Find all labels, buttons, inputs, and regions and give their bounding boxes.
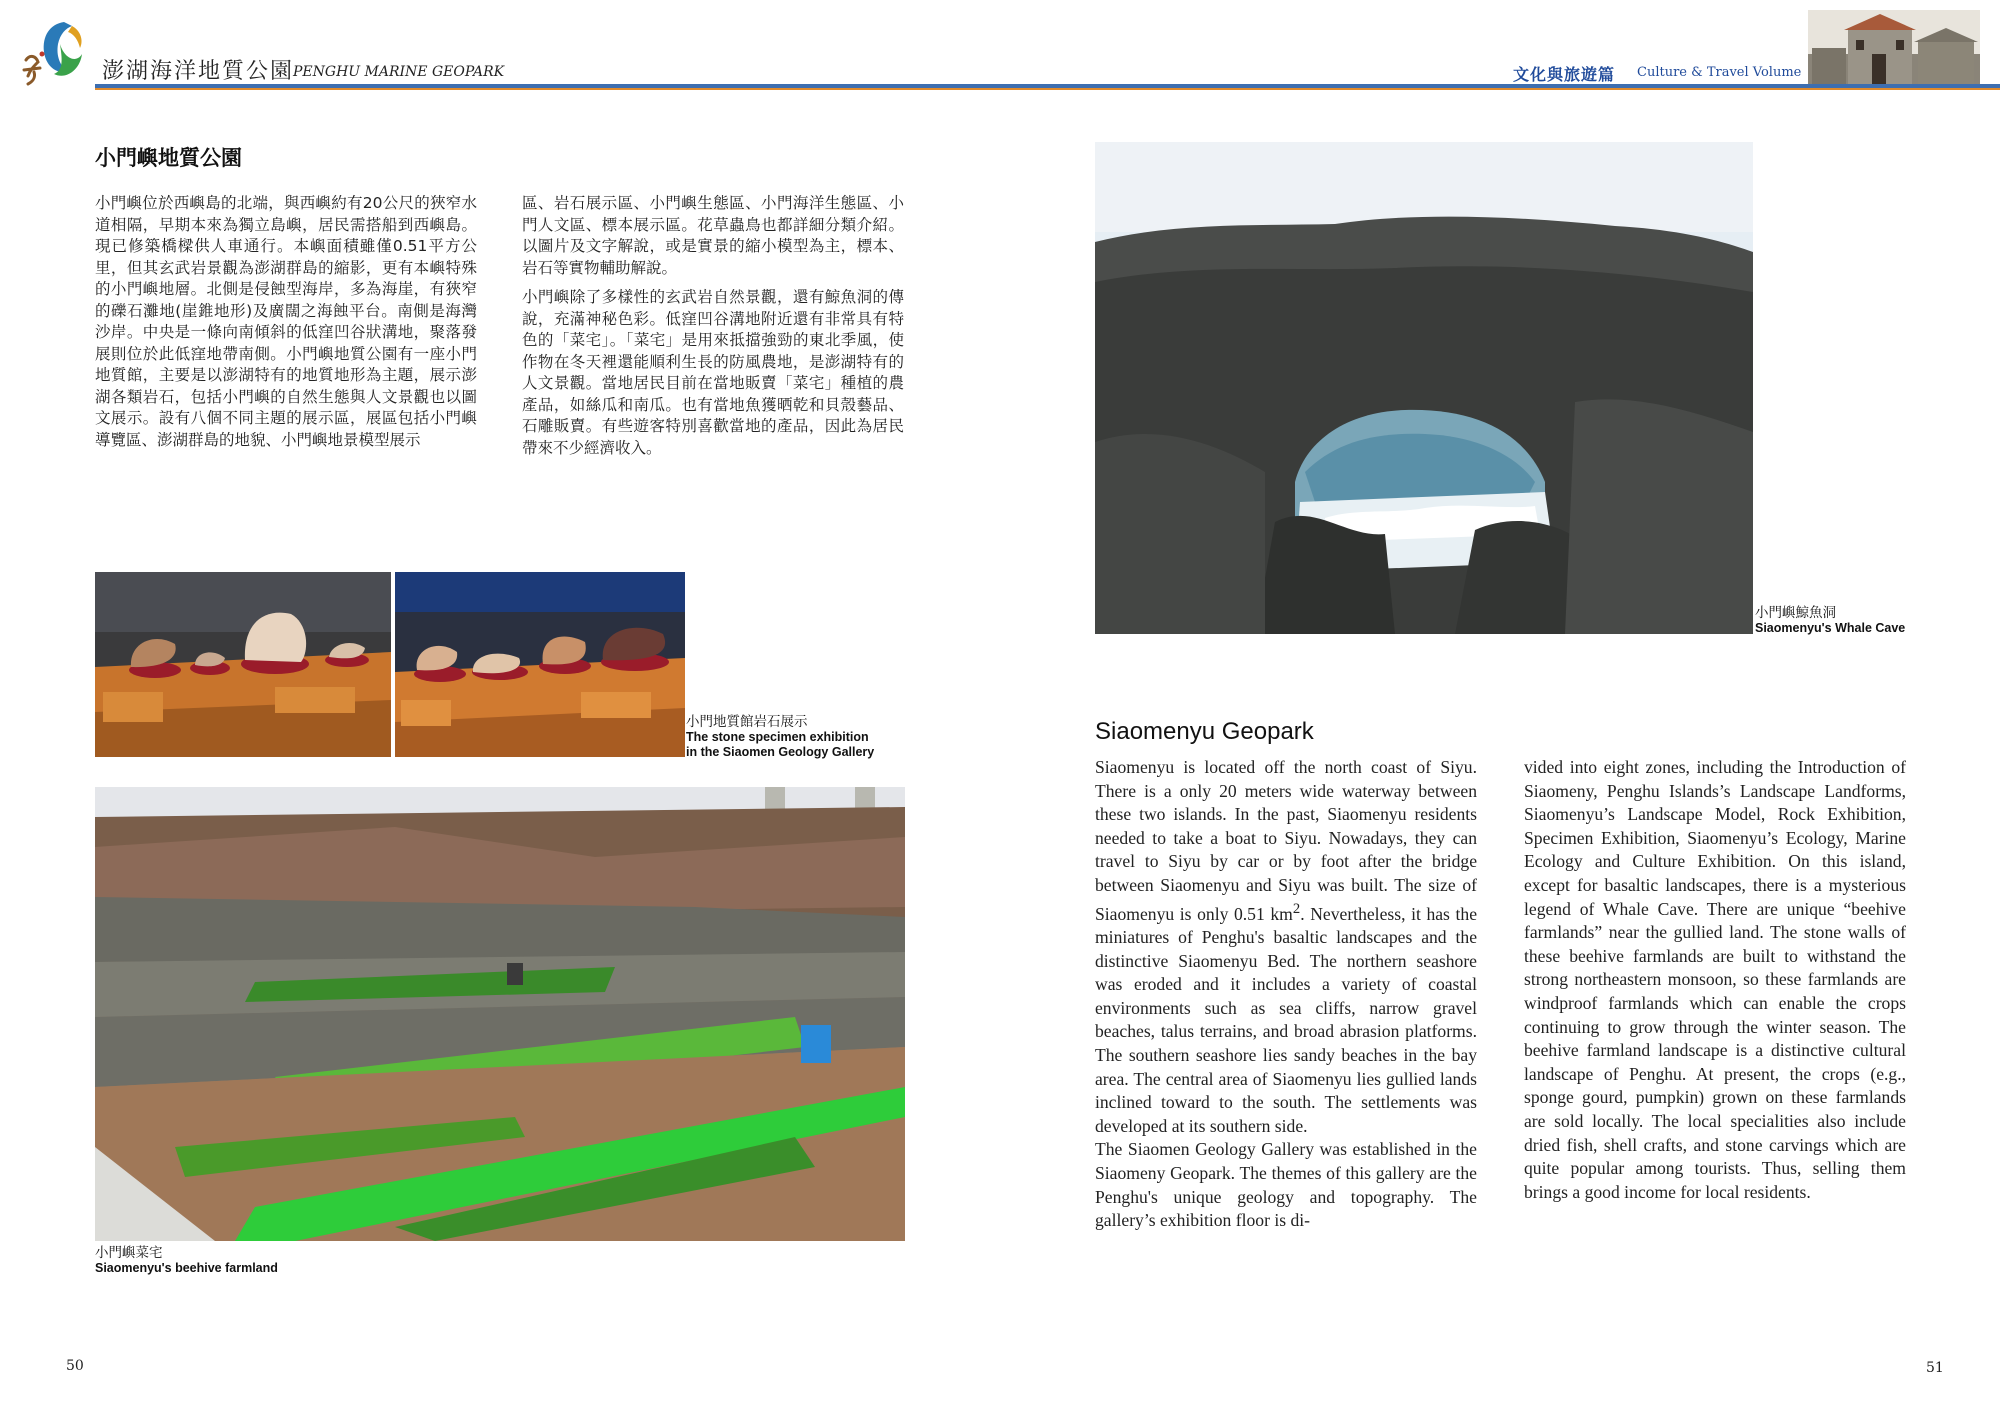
caption-zh: 小門地質館岩石展示: [686, 714, 808, 730]
stone-exhibit-photo-1: [95, 572, 391, 757]
paragraph: vided into eight zones, including the Introduction of Siaomeny, Penghu Islands’s Landscape Landforms, Siaomenyu’s Landscape Model, Rock Exhibition, Specimen Exhibition, Siaomenyu’s Ecology, Marine Ecology and Culture Exhibition. On this island, except for basaltic landscapes, there is a mysterious legend of Whale Cave. There are unique “beehive farmlands” near the gullied land. The stone walls of these beehive farmlands are built to withstand the strong northeastern monsoon, so these farmlands are windproof farmlands which can enable the crops continuing to grow through the winter season. The beehive farmland landscape is a distinctive cultural landscape of Penghu. At present, the crops (e.g., sponge gourd, pumpkin) grown on these farmlands are sold locally. The local specialities also include dried fish, shell crafts, and stone carvings which are quite popular among tourists. Thus, selling them brings a good income for local residents.: [1524, 757, 1906, 1202]
caption-zh: 小門嶼鯨魚洞: [1755, 605, 1836, 621]
paragraph: 區、岩石展示區、小門嶼生態區、小門海洋生態區、小門人文區、標本展示區。花草蟲鳥也都詳細分類介紹。以圖片及文字解說，或是實景的縮小模型為主，標本、岩石等實物輔助解說。: [522, 194, 904, 277]
right-column-2: [1524, 756, 1906, 1204]
left-column-1: [95, 193, 477, 459]
caption-en: The stone specimen exhibition: [686, 730, 869, 744]
beehive-farmland-photo: [95, 787, 905, 1241]
header-rule-right-accent: [1440, 88, 2000, 90]
superscript: 2: [1292, 900, 1301, 917]
paragraph: The Siaomen Geology Gallery was established in the Siaomeny Geopark. The themes of this gallery are the Penghu's unique geology and topography. The gallery’s exhibition floor is di-: [1095, 1139, 1477, 1231]
traditional-house-icon: [1808, 10, 1980, 84]
header-title-en: PENGHU MARINE GEOPARK: [293, 64, 505, 80]
page-number-left: 50: [66, 1358, 84, 1374]
caption-en: Siaomenyu's beehive farmland: [95, 1261, 278, 1275]
geopark-logo-icon: [20, 14, 98, 92]
stone-exhibit-photo-2: [395, 572, 685, 757]
right-page-title: Siaomenyu Geopark: [1095, 718, 1314, 745]
whale-cave-photo: [1095, 142, 1753, 634]
paragraph: 小門嶼位於西嶼島的北端，與西嶼約有20公尺的狹窄水道相隔，早期本來為獨立島嶼，居民需搭船到西嶼島。現已修築橋樑供人車通行。本嶼面積雖僅0.51平方公里，但其玄武岩景觀為澎湖群島的縮影，更有本嶼特殊的小門嶼地層。北側是侵蝕型海岸，多為海崖，有狹窄的礫石灘地(崖錐地形)及廣闊之海蝕平台。南側是海灣沙岸。中央是一條向南傾斜的低窪凹谷狀溝地，聚落發展則位於此低窪地帶南側。小門嶼地質公園有一座小門地質館，主要是以澎湖特有的地質地形為主題，展示澎湖各類岩石，包括小門嶼的自然生態與人文景觀也以圖文展示。設有八個不同主題的展示區，展區包括小門嶼導覽區、澎湖群島的地貌、小門嶼地景模型展示: [95, 194, 477, 449]
caption-zh: 小門嶼菜宅: [95, 1245, 163, 1261]
paragraph: 小門嶼除了多樣性的玄武岩自然景觀，還有鯨魚洞的傳說，充滿神秘色彩。低窪凹谷溝地附近還有非常具有特色的「菜宅」。「菜宅」是用來抵擋強勁的東北季風，使作物在冬天裡還能順利生長的防風農地，是澎湖特有的人文景觀。當地居民目前在當地販賣「菜宅」種植的農產品，如絲瓜和南瓜。也有當地魚獲晒乾和貝殼藝品、石雕販賣。有些遊客特別喜歡當地的產品，因此為居民帶來不少經濟收入。: [522, 288, 904, 457]
volume-title-zh: 文化與旅遊篇: [1513, 65, 1616, 84]
farmland-caption: [95, 1246, 278, 1276]
volume-title-en: Culture & Travel Volume: [1637, 65, 1802, 80]
paragraph: [1095, 756, 1477, 1138]
right-column-1: [1095, 756, 1477, 1233]
paragraph-text: . Nevertheless, it has the miniatures of Penghu's basaltic landscapes and the distinctive Siaomenyu Bed. The northern seashore was eroded and it includes a variety of coastal environments such as sea cliffs, narrow gravel beaches, talus terrains, and broad abrasion platforms. The southern seashore lies sandy beaches in the bay area. The central area of Siaomenyu lies gullied lands inclined toward to the south. The settlements was developed at its southern side.: [1095, 903, 1478, 1136]
left-column-2: [522, 193, 904, 467]
caption-en: in the Siaomen Geology Gallery: [686, 745, 875, 759]
stone-exhibit-caption: [686, 715, 874, 760]
whale-cave-caption: [1755, 606, 1905, 636]
paragraph-text: Siaomenyu is located off the north coast of Siyu. There is a only 20 meters wide waterway between these two islands. In the past, Siaomenyu residents needed to take a boat to Siyu. Nowadays, they can travel to Siyu by car or by foot after the bridge between Siaomenyu and Siyu was built. The size of Siaomenyu is only 0.51 km: [1095, 757, 1477, 924]
page-number-right: 51: [1926, 1360, 1944, 1376]
left-page-title: 小門嶼地質公園: [95, 146, 242, 170]
header-rule-accent: [95, 88, 1445, 90]
caption-en: Siaomenyu's Whale Cave: [1755, 621, 1906, 635]
header-title-zh: 澎湖海洋地質公園: [102, 59, 295, 84]
